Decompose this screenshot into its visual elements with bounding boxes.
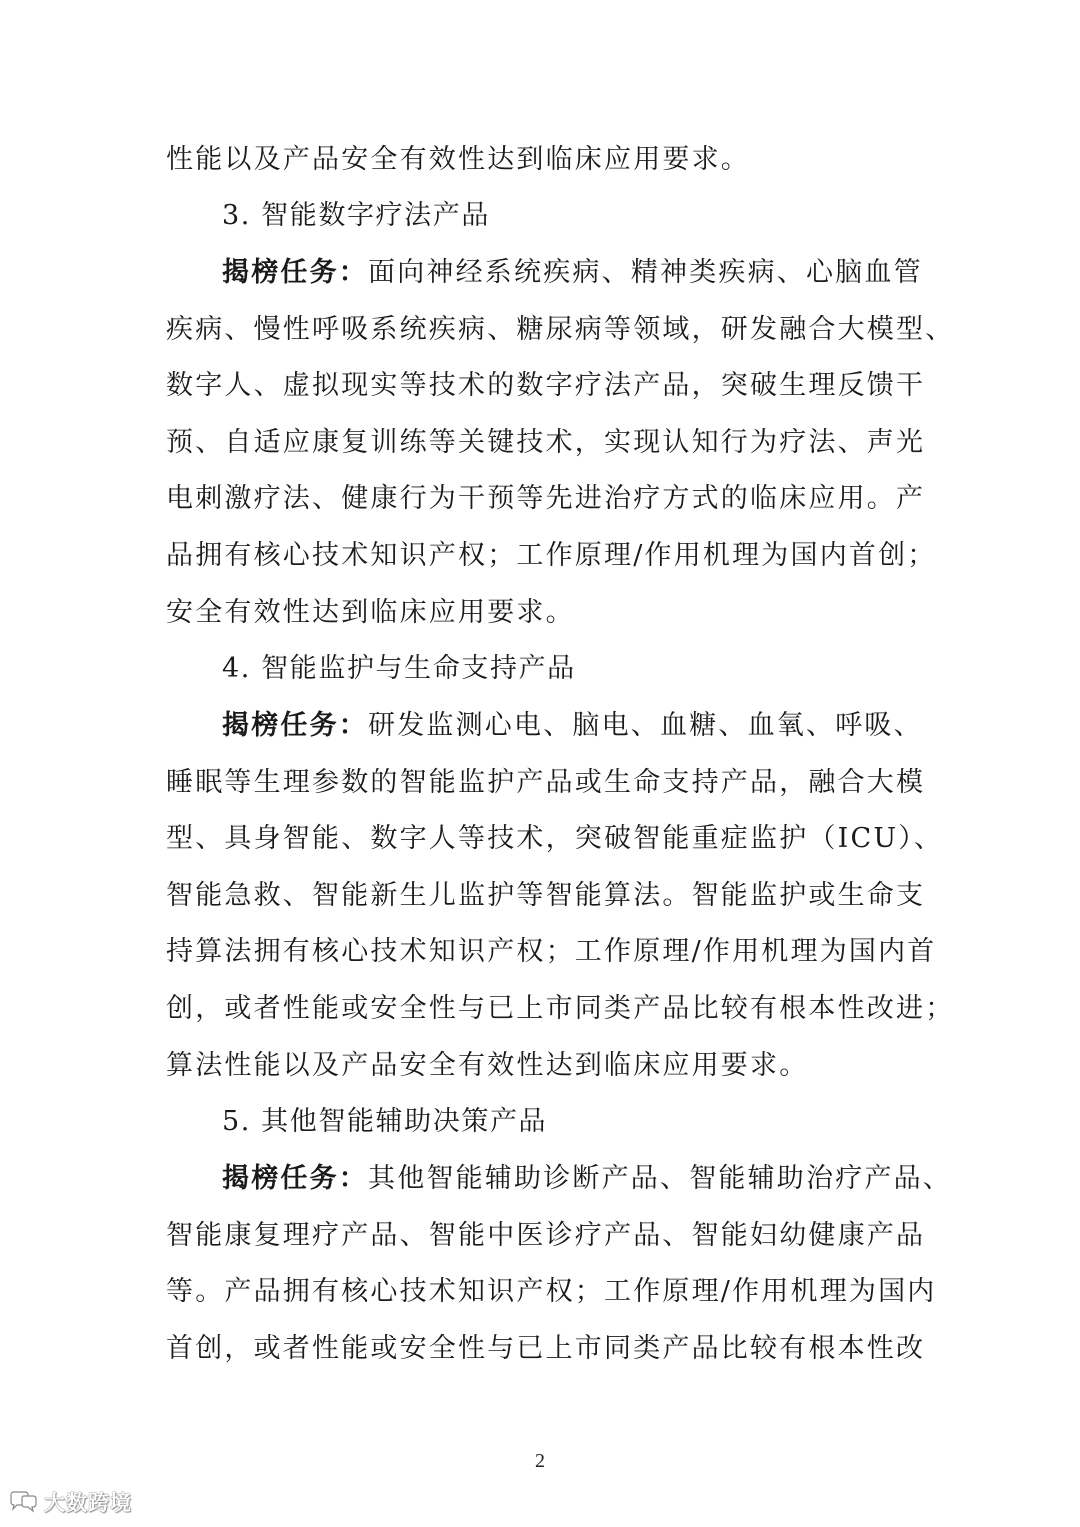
text-line: 疾病、慢性呼吸系统疾病、糖尿病等领域，研发融合大模型、 [166, 314, 955, 345]
text-line: 型、具身智能、数字人等技术，突破智能重症监护（ICU）、 [166, 823, 944, 854]
text-line: 智能康复理疗产品、智能中医诊疗产品、智能妇幼健康产品 [166, 1220, 926, 1251]
text-line: 安全有效性达到临床应用要求。 [166, 597, 575, 628]
text-line: 睡眠等生理参数的智能监护产品或生命支持产品，融合大模 [166, 767, 926, 798]
task-text: 面向神经系统疾病、精神类疾病、心脑血管 [368, 257, 923, 288]
task-label: 揭榜任务： [222, 257, 368, 288]
task-label: 揭榜任务： [222, 1163, 368, 1194]
text-line [222, 1161, 952, 1197]
text-line: 等。产品拥有核心技术知识产权；工作原理/作用机理为国内 [166, 1276, 937, 1307]
task-label: 揭榜任务： [222, 710, 368, 741]
text-line: 创，或者性能或安全性与已上市同类产品比较有根本性改进； [166, 993, 955, 1024]
text-line: 数字人、虚拟现实等技术的数字疗法产品，突破生理反馈干 [166, 370, 926, 401]
page-number: 2 [535, 1450, 545, 1472]
text-line: 预、自适应康复训练等关键技术，实现认知行为疗法、声光 [166, 427, 926, 458]
chat-bubble-logo-icon [8, 1491, 38, 1513]
task-text: 其他智能辅助诊断产品、智能辅助治疗产品、 [368, 1163, 952, 1194]
text-line: 首创，或者性能或安全性与已上市同类产品比较有根本性改 [166, 1333, 926, 1364]
section-heading: 5. 其他智能辅助决策产品 [222, 1106, 548, 1137]
watermark-text: 大数跨境 [44, 1491, 132, 1515]
text-line: 电刺激疗法、健康行为干预等先进治疗方式的临床应用。产 [166, 483, 926, 514]
text-line: 性能以及产品安全有效性达到临床应用要求。 [166, 144, 750, 175]
section-heading: 3. 智能数字疗法产品 [222, 200, 490, 231]
section-heading: 4. 智能监护与生命支持产品 [222, 653, 576, 684]
watermark [8, 1488, 132, 1516]
text-line: 算法性能以及产品安全有效性达到临床应用要求。 [166, 1050, 809, 1081]
task-text: 研发监测心电、脑电、血糖、血氧、呼吸、 [368, 710, 923, 741]
text-line: 智能急救、智能新生儿监护等智能算法。智能监护或生命支 [166, 880, 926, 911]
text-line: 品拥有核心技术知识产权；工作原理/作用机理为国内首创； [166, 540, 937, 571]
text-line: 持算法拥有核心技术知识产权；工作原理/作用机理为国内首 [166, 936, 937, 967]
text-line [222, 708, 926, 744]
text-line [222, 255, 926, 291]
